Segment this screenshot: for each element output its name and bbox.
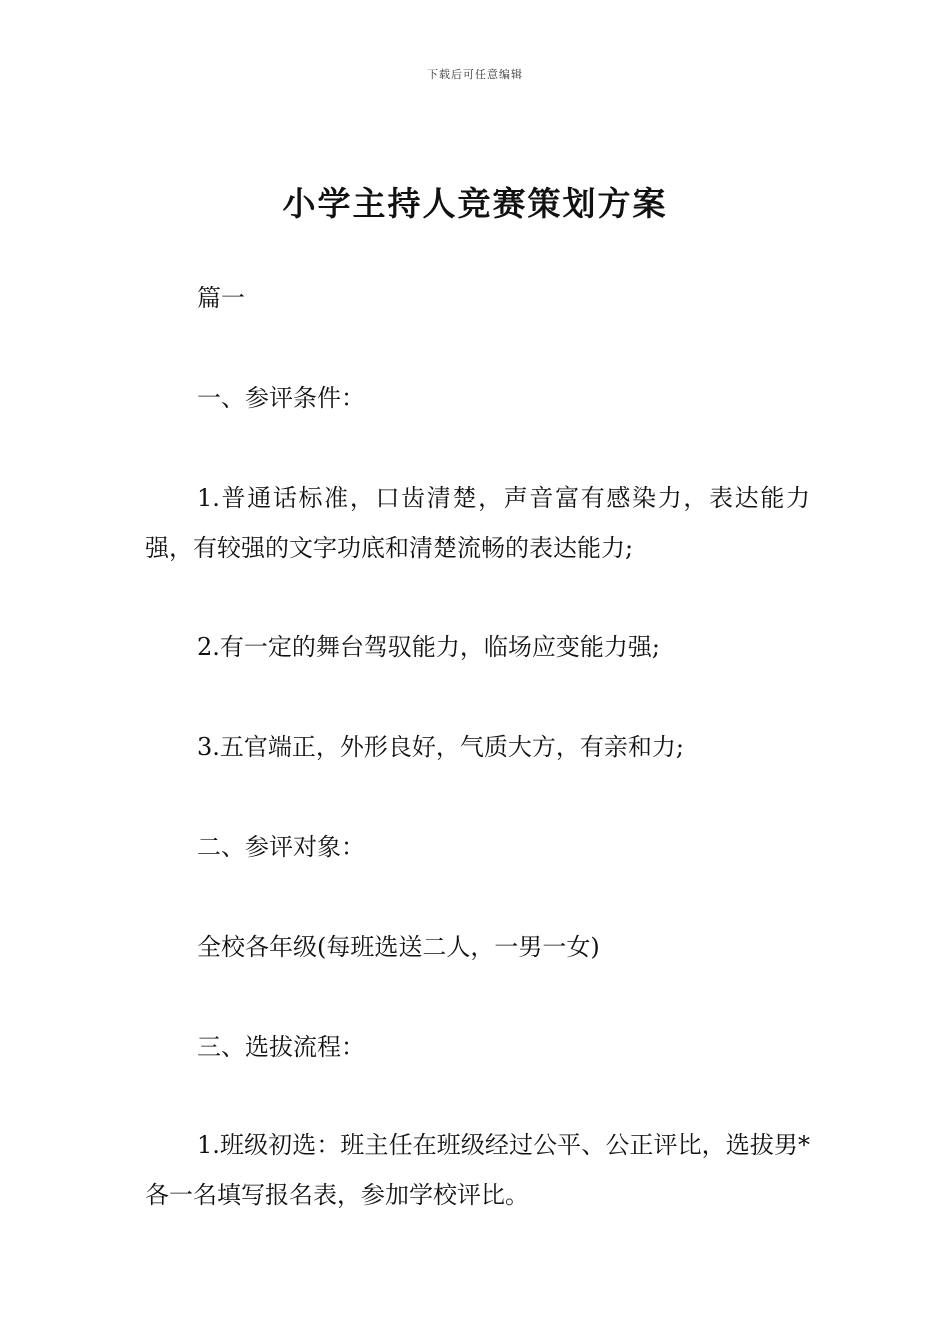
section-label: 篇一	[197, 284, 245, 312]
eligibility-item-2: 2.有一定的舞台驾驭能力，临场应变能力强;	[197, 633, 660, 661]
eligibility-item-3: 3.五官端正，外形良好，气质大方，有亲和力;	[197, 733, 684, 761]
page-header: 下载后可任意编辑	[427, 68, 523, 81]
heading-participants: 二、参评对象：	[197, 833, 365, 861]
selection-step-1: 1.班级初选：班主任在班级经过公平、公正评比，选拔男*各一名填写报名表，参加学校评比。	[145, 1131, 810, 1209]
heading-selection-process: 三、选拔流程：	[197, 1033, 365, 1061]
document-title: 小学主持人竞赛策划方案	[282, 184, 668, 223]
participants-text: 全校各年级(每班选送二人，一男一女)	[197, 933, 600, 961]
heading-eligibility: 一、参评条件：	[197, 384, 365, 412]
eligibility-item-1: 1.普通话标准，口齿清楚，声音富有感染力，表达能力强，有较强的文字功底和清楚流畅的表达能力;	[145, 484, 810, 562]
